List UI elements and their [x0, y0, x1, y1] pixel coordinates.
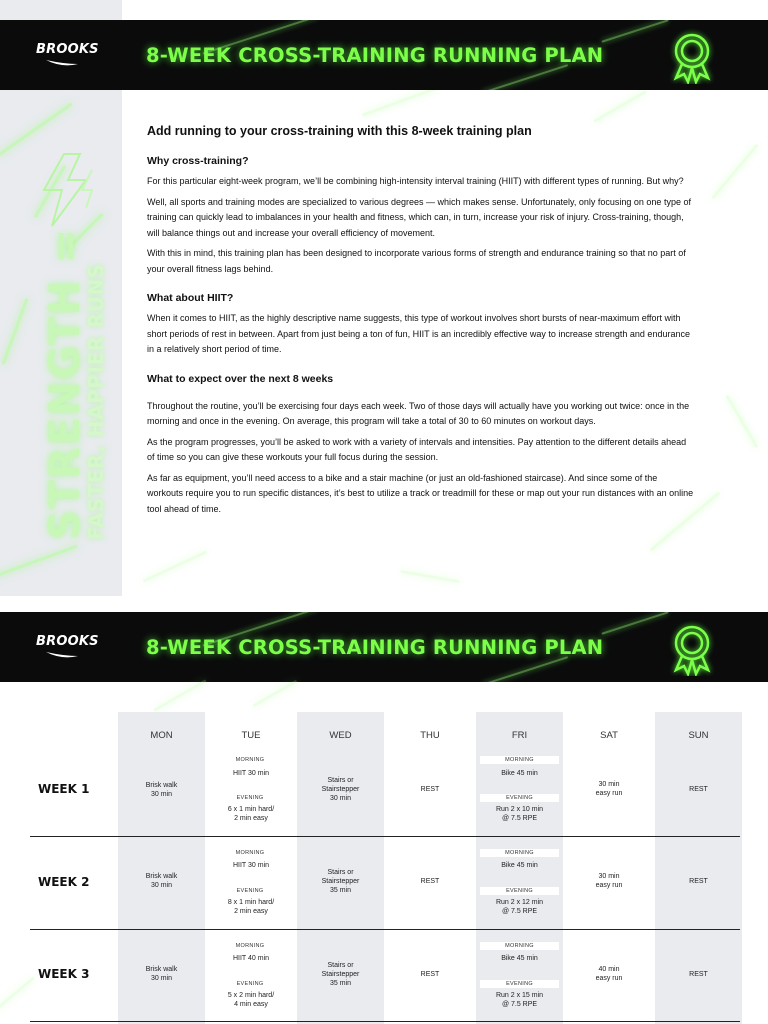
- banner-title: 8-WEEK CROSS-TRAINING RUNNING PLAN: [146, 636, 604, 659]
- glow-streak: [362, 86, 438, 116]
- sat-cell: 30 min easy run: [595, 781, 623, 797]
- wed-cell: Stairs or Stairstepper 30 min: [321, 777, 360, 802]
- sun-cell: REST: [689, 878, 708, 885]
- row-divider: [30, 1021, 740, 1022]
- paragraph: Well, all sports and training modes are specialized to various degrees — which makes sense. Unfortunately, only focusing on one type of training can quickly lead to imbalances in your health and fitness, which can, in turn, increase your risk of injury. Cross-training, though, will balance things out and increase your overall efficiency of movement.: [147, 196, 691, 238]
- day-header-sun: SUN: [688, 730, 709, 741]
- training-schedule-table: [0, 712, 768, 1024]
- morning-tag: MORNING: [210, 942, 290, 950]
- morning-tag: MORNING: [480, 849, 559, 857]
- slogan-faster: FASTER, HAPPIER RUNS: [84, 263, 108, 540]
- award-ribbon-icon: [664, 620, 720, 676]
- row-divider: [30, 836, 740, 837]
- morning-tag: MORNING: [210, 756, 290, 764]
- day-header-wed: WED: [329, 730, 352, 741]
- paragraph: For this particular eight-week program, we’ll be combining high-intensity interval training (HIIT) with different types of running. But why?: [147, 176, 684, 186]
- day-header-tue: TUE: [241, 730, 261, 741]
- tue-evening-cell: 5 x 2 min hard/ 4 min easy: [227, 992, 275, 1008]
- mon-cell: Brisk walk 30 min: [145, 782, 178, 798]
- glow-streak: [253, 680, 298, 708]
- glow-streak: [153, 679, 206, 712]
- fri-evening-cell: Run 2 x 10 min @ 7.5 RPE: [495, 806, 544, 822]
- fri-morning-cell: Bike 45 min: [501, 862, 538, 869]
- tue-evening-cell: 8 x 1 min hard/ 2 min easy: [227, 899, 275, 915]
- glow-streak: [0, 102, 73, 156]
- fri-evening-cell: Run 2 x 12 min @ 7.5 RPE: [495, 899, 544, 915]
- paragraph: With this in mind, this training plan has been designed to incorporate various forms of strength and endurance training so that no part of your overall fitness lags behind.: [147, 248, 686, 274]
- tue-evening-cell: 6 x 1 min hard/ 2 min easy: [227, 806, 275, 822]
- slogan-strength: STRENGTH =: [40, 227, 89, 540]
- glow-streak: [726, 395, 759, 448]
- evening-tag: EVENING: [210, 887, 290, 895]
- evening-tag: EVENING: [480, 887, 559, 895]
- day-header-thu: THU: [420, 730, 440, 741]
- fri-morning-cell: Bike 45 min: [501, 770, 538, 777]
- evening-tag: EVENING: [210, 980, 290, 988]
- paragraph: As far as equipment, you’ll need access to a bike and a stair machine (or just an old-fashioned staircase). And since some of the workouts require you to run specific distances, it’s best to utilize a track or treadmill for these or map out your run distances with an online tool ahead of time.: [147, 472, 694, 514]
- fri-evening-cell: Run 2 x 15 min @ 7.5 RPE: [495, 992, 544, 1008]
- evening-tag: EVENING: [480, 794, 559, 802]
- paragraph: Throughout the routine, you’ll be exercising four days each week. Two of those days will actually have you working out twice: once in the morning and once in the evening. On average, this program will take a total of 30 to 60 minutes on workout days.: [147, 400, 690, 426]
- day-header-mon: MON: [150, 730, 173, 741]
- brooks-swoosh-icon: [44, 58, 80, 68]
- wed-cell: Stairs or Stairstepper 35 min: [321, 869, 360, 894]
- day-header-fri: FRI: [511, 730, 528, 741]
- section-heading: What to expect over the next 8 weeks: [147, 372, 334, 385]
- mon-cell: Brisk walk 30 min: [145, 873, 178, 889]
- paragraph: When it comes to HIIT, as the highly descriptive name suggests, this type of workout involves short bursts of near-maximum effort with short periods of rest in between. Apart from just being a ton of fun, HIIT is an incredibly effective way to increase strength and endurance in a relatively short period of time.: [147, 313, 690, 354]
- morning-tag: MORNING: [480, 756, 559, 764]
- week-label: WEEK 3: [38, 967, 90, 981]
- plan-banner: [0, 612, 768, 682]
- article-body: [147, 124, 695, 522]
- sat-cell: 40 min easy run: [595, 966, 623, 982]
- week-label: WEEK 1: [38, 782, 90, 796]
- glow-streak: [2, 298, 29, 365]
- morning-tag: MORNING: [480, 942, 559, 950]
- brooks-logo: BROOKS: [36, 42, 99, 57]
- mon-cell: Brisk walk 30 min: [145, 966, 178, 982]
- evening-tag: EVENING: [210, 794, 290, 802]
- section-heading: Why cross-training?: [147, 155, 249, 167]
- thu-cell: REST: [420, 971, 440, 978]
- row-divider: [30, 929, 740, 930]
- week-label: WEEK 2: [38, 875, 90, 889]
- glow-streak: [593, 90, 646, 123]
- brooks-swoosh-icon: [44, 650, 80, 660]
- day-header-sat: SAT: [600, 730, 618, 741]
- plan-banner: [0, 20, 768, 90]
- paragraph: As the program progresses, you’ll be asked to work with a variety of intervals and intensities. Pay attention to the different details ahead of time so you can give these workouts your full focus during the session.: [147, 436, 687, 462]
- banner-title: 8-WEEK CROSS-TRAINING RUNNING PLAN: [146, 44, 604, 67]
- sat-cell: 30 min easy run: [595, 873, 623, 889]
- brooks-logo: BROOKS: [36, 634, 99, 649]
- lightning-bolt-icon: [34, 150, 104, 230]
- tue-morning-cell: HIIT 30 min: [232, 770, 270, 777]
- wed-cell: Stairs or Stairstepper 35 min: [321, 962, 360, 987]
- tue-morning-cell: HIIT 30 min: [232, 862, 270, 869]
- section-heading: What about HIIT?: [147, 292, 234, 304]
- fri-morning-cell: Bike 45 min: [501, 955, 538, 962]
- glow-streak: [711, 144, 758, 200]
- evening-tag: EVENING: [480, 980, 559, 988]
- morning-tag: MORNING: [210, 849, 290, 857]
- article-title: Add running to your cross-training with this 8-week training plan: [147, 124, 532, 138]
- sun-cell: REST: [689, 786, 708, 793]
- sun-cell: REST: [689, 971, 708, 978]
- thu-cell: REST: [420, 878, 440, 885]
- glow-streak: [400, 570, 460, 583]
- glow-streak: [143, 550, 208, 582]
- tue-morning-cell: HIIT 40 min: [232, 955, 270, 962]
- thu-cell: REST: [420, 786, 440, 793]
- award-ribbon-icon: [664, 28, 720, 84]
- plan-page-two: [0, 612, 768, 1024]
- glow-streak: [0, 545, 78, 579]
